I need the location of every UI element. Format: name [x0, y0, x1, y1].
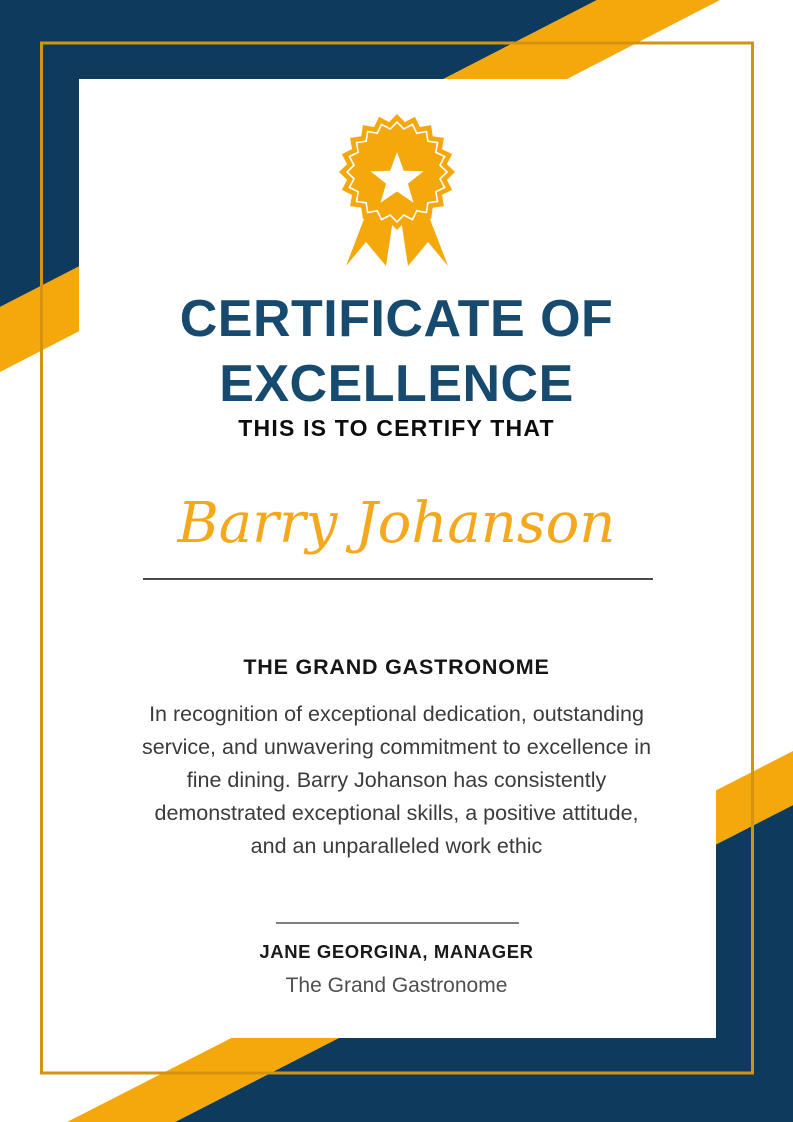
organization-heading: THE GRAND GASTRONOME	[243, 655, 550, 679]
paragraph-line: service, and unwavering commitment to excellence in	[141, 735, 652, 759]
paragraph-line: demonstrated exceptional skills, a positive attitude,	[154, 801, 639, 825]
recipient-name: Barry Johanson	[177, 491, 616, 556]
signature-line	[276, 922, 519, 924]
paragraph-line: and an unparalleled work ethic	[250, 834, 543, 858]
certificate-title	[0, 287, 793, 417]
recognition-paragraph	[0, 698, 793, 863]
signature-organization: The Grand Gastronome	[285, 974, 508, 997]
recipient-name-underline	[143, 578, 653, 580]
title-line-2: EXCELLENCE	[219, 355, 574, 413]
title-line-1: CERTIFICATE OF	[179, 290, 614, 348]
paragraph-line: fine dining. Barry Johanson has consistently	[186, 768, 607, 792]
signature-signer: JANE GEORGINA, MANAGER	[259, 941, 534, 962]
certify-label: THIS IS TO CERTIFY THAT	[238, 415, 555, 441]
paragraph-line: In recognition of exceptional dedication, outstanding	[149, 702, 644, 726]
